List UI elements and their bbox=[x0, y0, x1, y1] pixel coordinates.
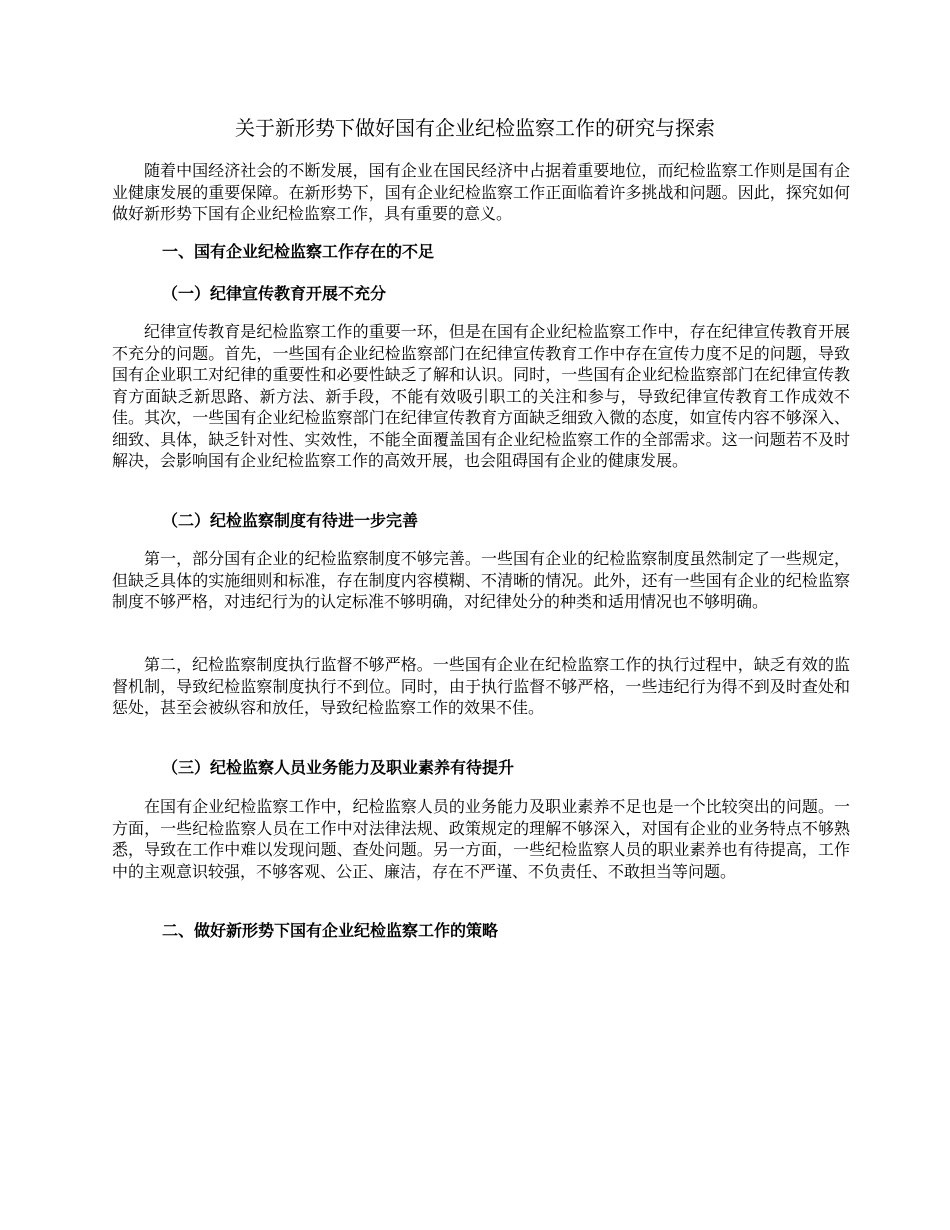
subsection-1-paragraph: 纪律宣传教育是纪检监察工作的重要一环，但是在国有企业纪检监察工作中，存在纪律宣传教育开展不充分的问题。首先，一些国有企业纪检监察部门在纪律宣传教育工作中存在宣传力度不足的问题，导致国有企业职工对纪律的重要性和必要性缺乏了解和认识。同时，一些国有企业纪检监察部门在纪律宣传教育方面缺乏新思路、新方法、新手段，不能有效吸引职工的关注和参与，导致纪律宣传教育工作成效不佳。其次，一些国有企业纪检监察部门在纪律宣传教育方面缺乏细致入微的态度，如宣传内容不够深入、细致、具体，缺乏针对性、实效性，不能全面覆盖国有企业纪检监察工作的全部需求。这一问题若不及时解决，会影响国有企业纪检监察工作的高效开展，也会阻碍国有企业的健康发展。 bbox=[112, 322, 850, 470]
document-title: 关于新形势下做好国有企业纪检监察工作的研究与探索 bbox=[235, 116, 715, 140]
subsection-2-heading: （二）纪检监察制度有待进一步完善 bbox=[162, 511, 419, 530]
subsection-3-heading: （三）纪检监察人员业务能力及职业素养有待提升 bbox=[162, 758, 515, 777]
intro-paragraph: 随着中国经济社会的不断发展，国有企业在国民经济中占据着重要地位，而纪检监察工作则是国有企业健康发展的重要保障。在新形势下，国有企业纪检监察工作正面临着许多挑战和问题。因此，探究如何做好新形势下国有企业纪检监察工作，具有重要的意义。 bbox=[112, 161, 850, 223]
subsection-1-heading: （一）纪律宣传教育开展不充分 bbox=[162, 284, 387, 303]
section-2-heading: 二、做好新形势下国有企业纪检监察工作的策略 bbox=[162, 921, 499, 940]
subsection-2-paragraph-1: 第一，部分国有企业的纪检监察制度不够完善。一些国有企业的纪检监察制度虽然制定了一些规定，但缺乏具体的实施细则和标准，存在制度内容模糊、不清晰的情况。此外，还有一些国有企业的纪检监察制度不够严格，对违纪行为的认定标准不够明确，对纪律处分的种类和适用情况也不够明确。 bbox=[112, 549, 850, 611]
subsection-2-paragraph-2: 第二，纪检监察制度执行监督不够严格。一些国有企业在纪检监察工作的执行过程中，缺乏有效的监督机制，导致纪检监察制度执行不到位。同时，由于执行监督不够严格，一些违纪行为得不到及时查处和惩处，甚至会被纵容和放任，导致纪检监察工作的效果不佳。 bbox=[112, 655, 850, 717]
section-1-heading: 一、国有企业纪检监察工作存在的不足 bbox=[162, 242, 435, 261]
subsection-3-paragraph: 在国有企业纪检监察工作中，纪检监察人员的业务能力及职业素养不足也是一个比较突出的问题。一方面，一些纪检监察人员在工作中对法律法规、政策规定的理解不够深入，对国有企业的业务特点不够熟悉，导致在工作中难以发现问题、查处问题。另一方面，一些纪检监察人员的职业素养也有待提高，工作中的主观意识较强，不够客观、公正、廉洁，存在不严谨、不负责任、不敢担当等问题。 bbox=[112, 797, 850, 881]
